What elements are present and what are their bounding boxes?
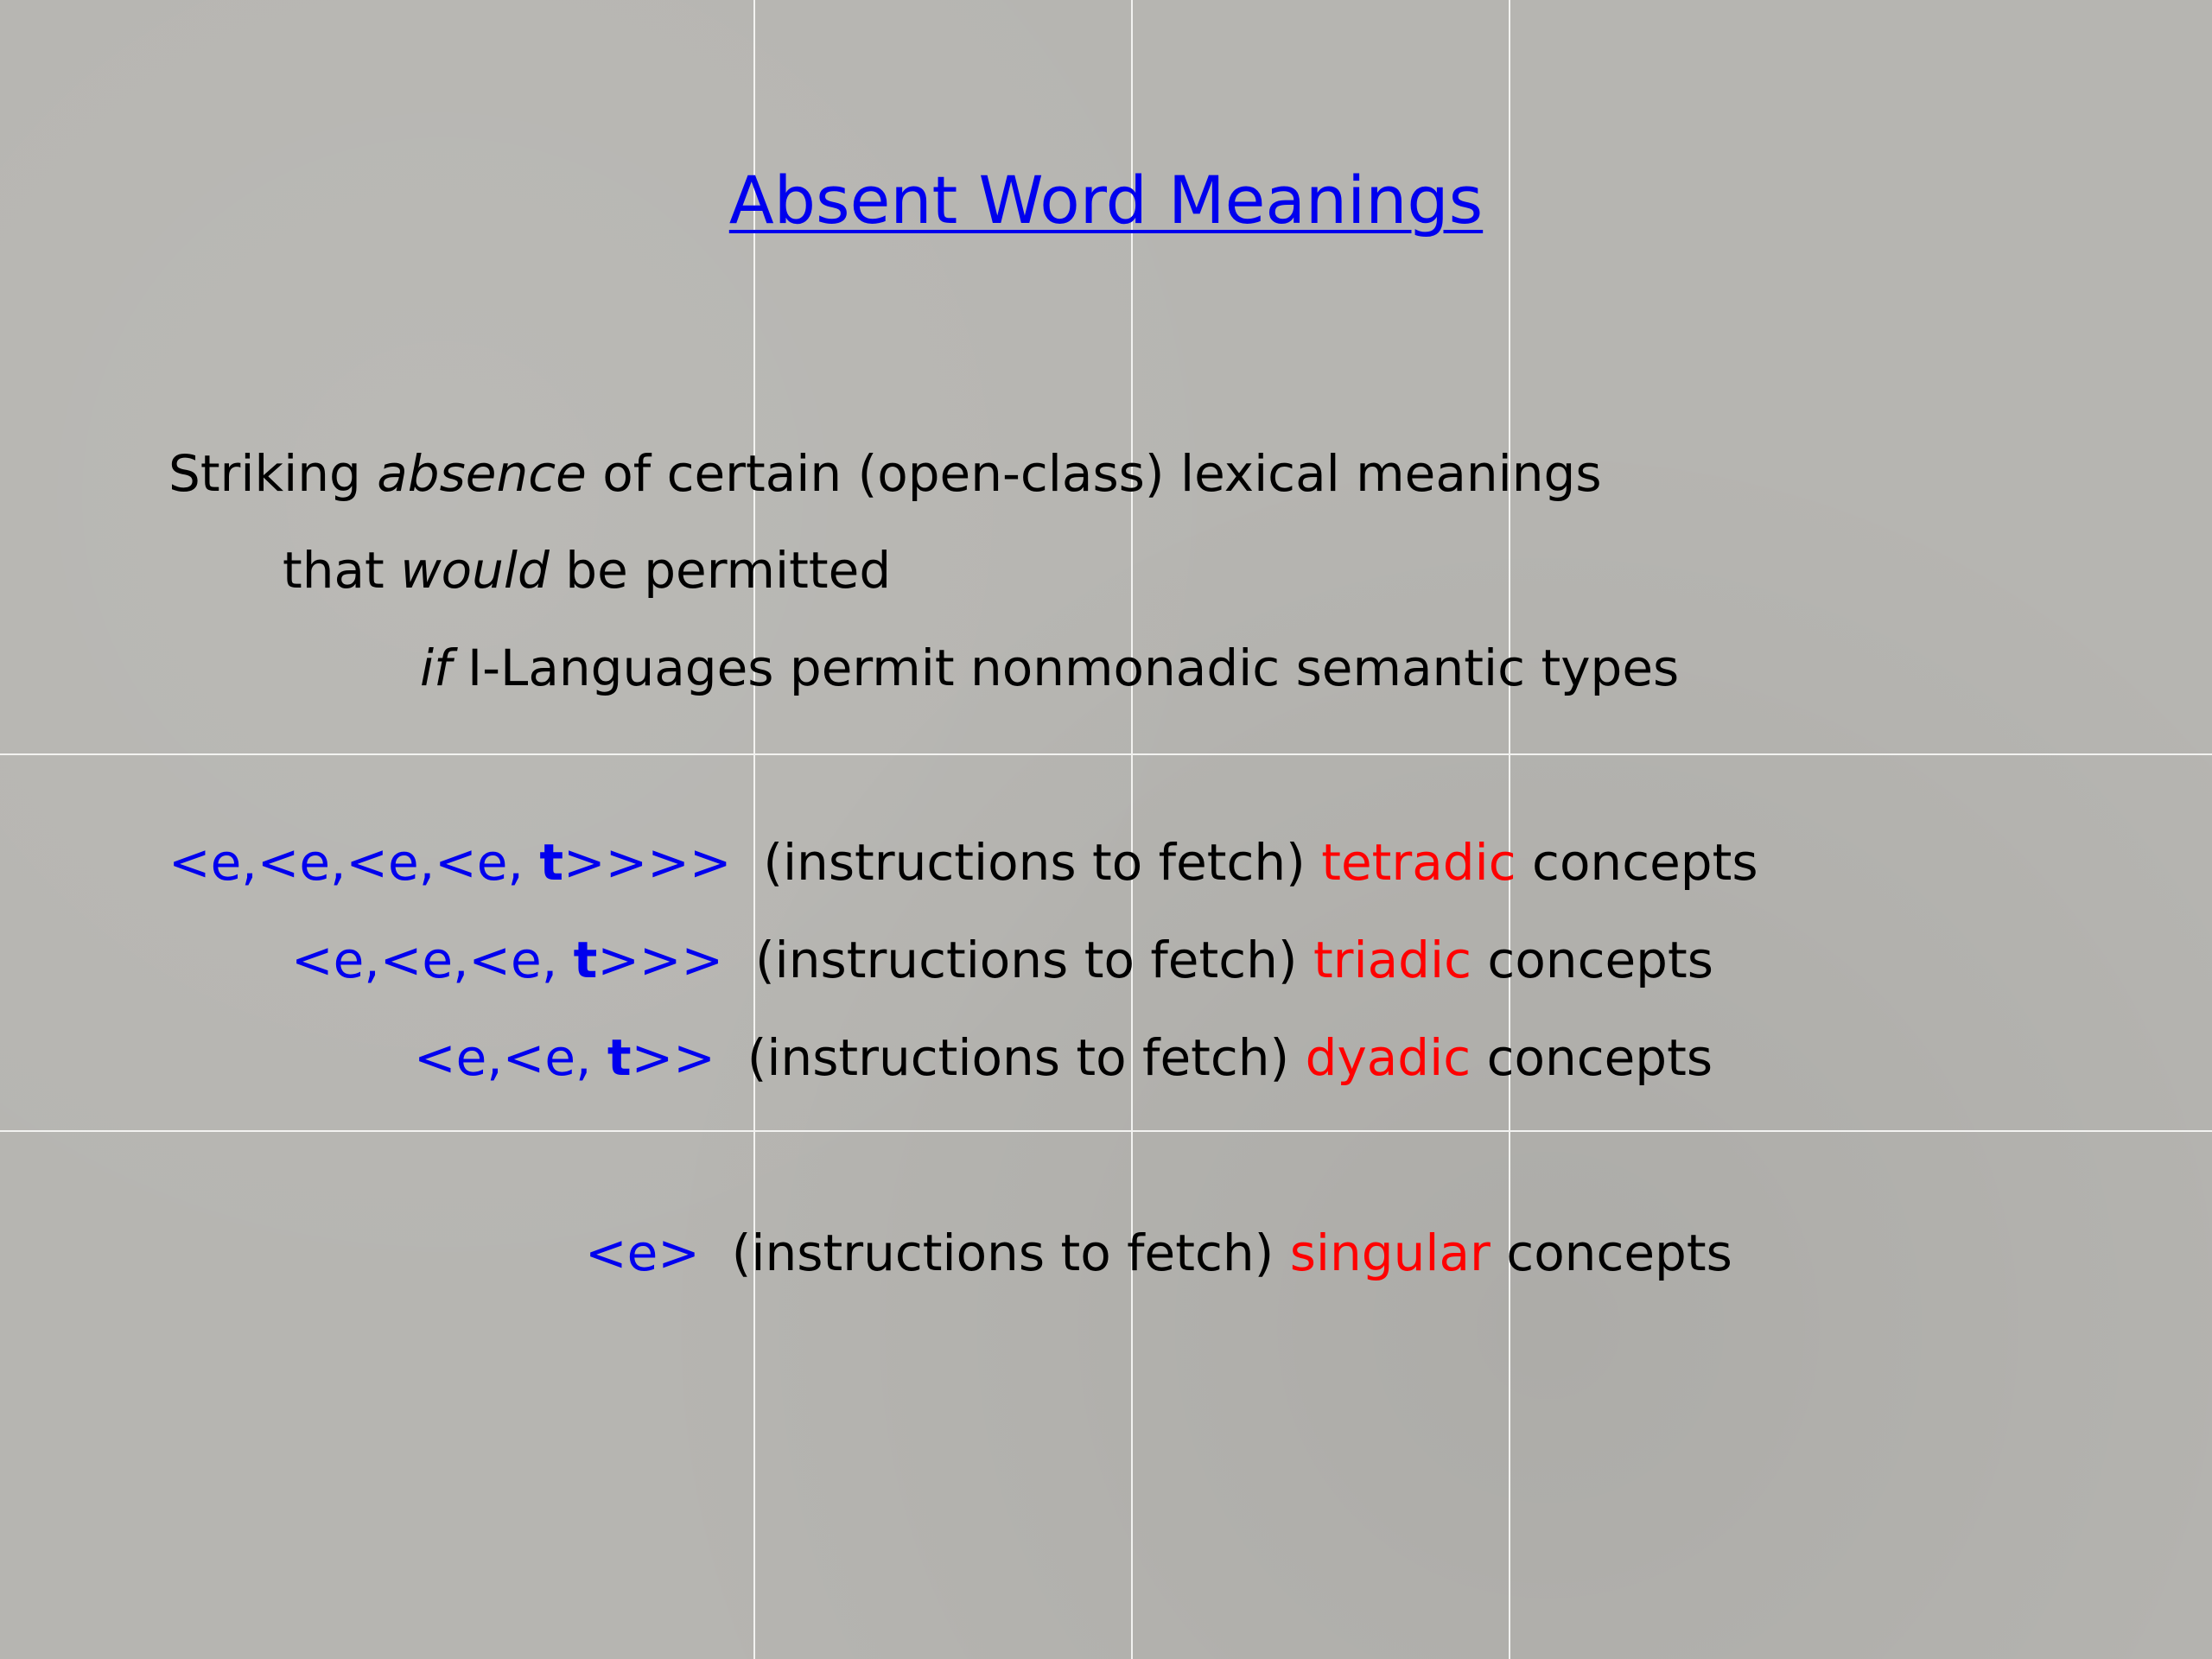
instruction-text-dyadic: (instructions to fetch): [747, 1028, 1306, 1087]
semantic-type-triadic: <e,<e,<e, t>>>: [291, 931, 724, 989]
tail-tetradic: concepts: [1516, 833, 1758, 892]
gridline-horizontal-1: [0, 753, 2212, 755]
tail-dyadic: concepts: [1471, 1028, 1713, 1087]
intro-line-1-post: of certain (open-class) lexical meanings: [586, 444, 1602, 503]
highlight-tetradic: tetradic: [1321, 833, 1516, 892]
slide-title: Absent Word Meanings: [728, 162, 1484, 238]
intro-line-1: [168, 439, 1602, 508]
intro-line-2-post: be permitted: [549, 541, 892, 600]
intro-line-2-pre: that: [283, 541, 401, 600]
semantic-type-dyadic: <e,<e, t>>: [414, 1028, 715, 1087]
tail-singular: concepts: [1490, 1224, 1732, 1282]
highlight-triadic: triadic: [1313, 931, 1471, 989]
type-row-dyadic: [414, 1023, 1713, 1092]
instruction-text-singular: (instructions to fetch): [731, 1224, 1290, 1282]
highlight-dyadic: dyadic: [1305, 1028, 1471, 1087]
highlight-singular: singular: [1289, 1224, 1491, 1282]
intro-line-3: [420, 633, 1679, 702]
semantic-type-tetradic: <e,<e,<e,<e, t>>>>: [168, 833, 732, 892]
intro-line-2-emphasis: would: [400, 541, 550, 600]
tail-triadic: concepts: [1471, 931, 1713, 989]
intro-line-1-pre: Striking: [168, 444, 378, 503]
type-row-tetradic: [168, 828, 1758, 897]
intro-line-2: [283, 536, 891, 605]
instruction-text-triadic: (instructions to fetch): [755, 931, 1313, 989]
type-row-singular: [585, 1218, 1732, 1287]
semantic-type-singular: <e>: [585, 1224, 700, 1282]
intro-line-3-emphasis: if: [420, 639, 452, 697]
intro-line-1-emphasis: absence: [377, 444, 587, 503]
gridline-horizontal-2: [0, 1130, 2212, 1132]
instruction-text-tetradic: (instructions to fetch): [763, 833, 1322, 892]
type-row-triadic: [291, 925, 1713, 995]
intro-line-3-post: I-Languages permit nonmonadic semantic types: [451, 639, 1680, 697]
